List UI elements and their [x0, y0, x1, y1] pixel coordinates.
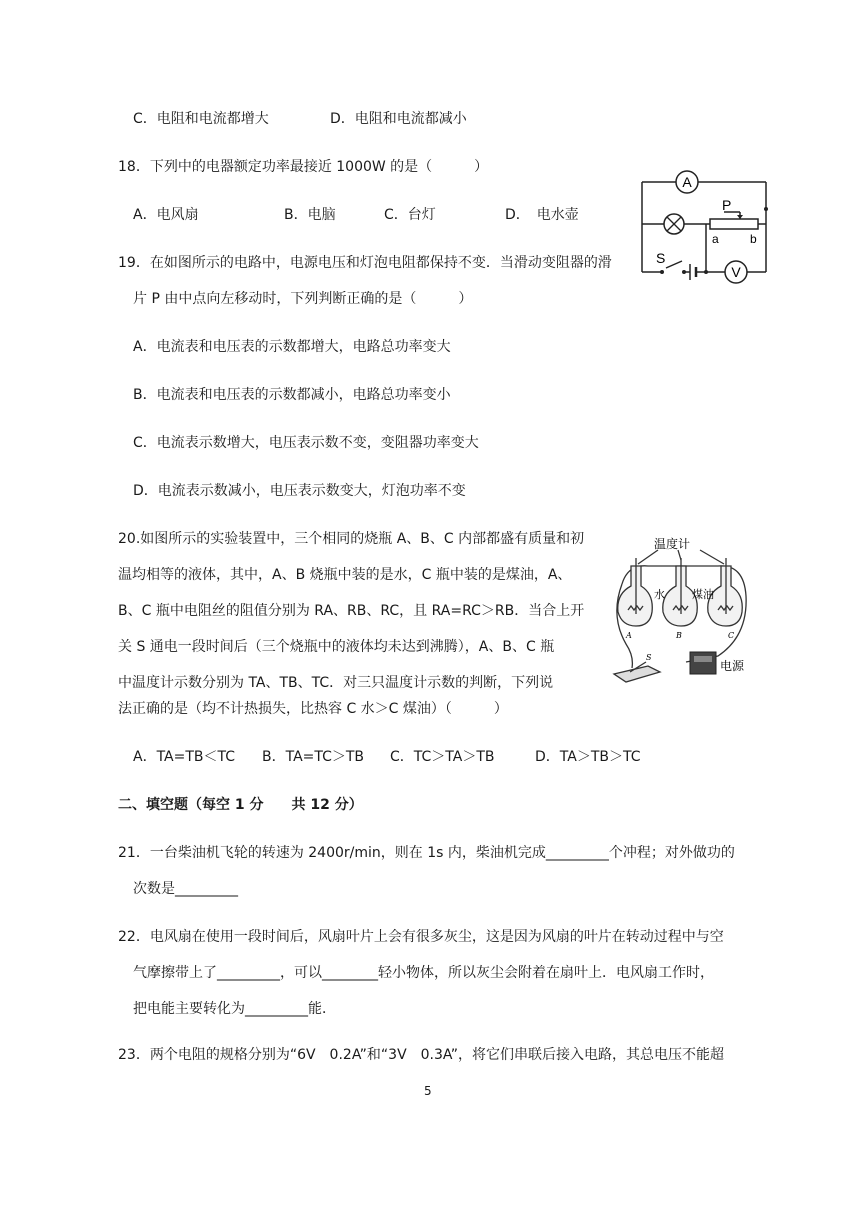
slider-label: P	[722, 197, 732, 213]
thermometer-label: 温度计	[654, 537, 691, 551]
q18-stem: 18．下列中的电器额定功率最接近 1000W 的是（ ）	[118, 159, 489, 175]
water-label: 水	[654, 588, 665, 601]
q19-option-d: D．电流表示数减小，电压表示数变大，灯泡功率不变	[133, 483, 466, 499]
flask-a-label: A	[626, 631, 632, 640]
power-supply-icon	[690, 652, 716, 674]
q20-option-c: C．TC＞TA＞TB	[390, 749, 495, 765]
rheostat-end-b: b	[750, 232, 757, 246]
q17-option-d: D．电阻和电流都减小	[330, 111, 467, 127]
q20-line3: B、C 瓶中电阻丝的阻值分别为 RA、RB、RC，且 RA=RC＞RB．当合上开	[118, 603, 585, 619]
page-number: 5	[424, 1084, 432, 1098]
q20-line2: 温均相等的液体，其中，A、B 烧瓶中装的是水，C 瓶中装的是煤油，A、	[118, 567, 572, 583]
q21-line1: 21．一台柴油机飞轮的转速为 2400r/min，则在 1s 内，柴油机完成_________个冲程；对外做功的	[118, 845, 735, 861]
q20-line1: 20.如图所示的实验装置中，三个相同的烧瓶 A、B、C 内部都盛有质量和初	[118, 531, 585, 547]
q20-option-b: B．TA=TC＞TB	[262, 749, 365, 765]
ammeter-label: A	[682, 174, 692, 190]
q18-option-d: D． 电水壶	[505, 207, 579, 223]
switch-s-label: S	[646, 653, 652, 662]
q19-stem-line1: 19．在如图所示的电路中，电源电压和灯泡电阻都保持不变．当滑动变阻器的滑	[118, 255, 612, 271]
q20-line6: 法正确的是（均不计热损失，比热容 C 水＞C 煤油）（ ）	[118, 701, 508, 717]
rheostat-end-a: a	[712, 232, 719, 246]
q18-option-b: B．电脑	[284, 207, 336, 223]
section-title-fill-in: 二、填空题（每空 1 分 共 12 分）	[118, 797, 363, 813]
q17-option-c: C．电阻和电流都增大	[133, 111, 269, 127]
power-label: 电源	[720, 659, 745, 673]
kerosene-label: 煤油	[692, 588, 714, 601]
flask-b-label: B	[676, 631, 682, 640]
q20-option-d: D．TA＞TB＞TC	[535, 749, 641, 765]
q19-option-c: C．电流表示数增大，电压表示数不变，变阻器功率变大	[133, 435, 479, 451]
q20-line4: 关 S 通电一段时间后（三个烧瓶中的液体均未达到沸腾），A、B、C 瓶	[118, 639, 555, 655]
q22-line3: 把电能主要转化为_________能．	[133, 1001, 336, 1017]
q19-stem-line2: 片 P 由中点向左移动时，下列判断正确的是（ ）	[133, 291, 473, 307]
q19-circuit-diagram	[636, 164, 776, 286]
q23-line1: 23．两个电阻的规格分别为“6V 0.2A”和“3V 0.3A”，将它们串联后接入电路，其总电压不能超	[118, 1047, 725, 1063]
q19-option-a: A．电流表和电压表的示数都增大，电路总功率变大	[133, 339, 451, 355]
q20-experiment-diagram	[608, 536, 758, 692]
flask-c-label: C	[728, 631, 735, 640]
q20-line5: 中温度计示数分别为 TA、TB、TC．对三只温度计示数的判断，下列说	[118, 675, 554, 691]
q22-line1: 22．电风扇在使用一段时间后，风扇叶片上会有很多灰尘，这是因为风扇的叶片在转动过程中与空	[118, 929, 724, 945]
q19-option-b: B．电流表和电压表的示数都减小，电路总功率变小	[133, 387, 451, 403]
q20-option-a: A．TA=TB＜TC	[133, 749, 236, 765]
q22-line2: 气摩擦带上了_________，可以________轻小物体，所以灰尘会附着在扇叶上．电风扇工作时，	[133, 965, 714, 981]
q18-option-a: A．电风扇	[133, 207, 199, 223]
voltmeter-label: V	[731, 264, 741, 280]
q18-option-c: C．台灯	[384, 207, 436, 223]
q21-line2: 次数是_________	[133, 881, 238, 897]
switch-label: S	[656, 250, 666, 266]
